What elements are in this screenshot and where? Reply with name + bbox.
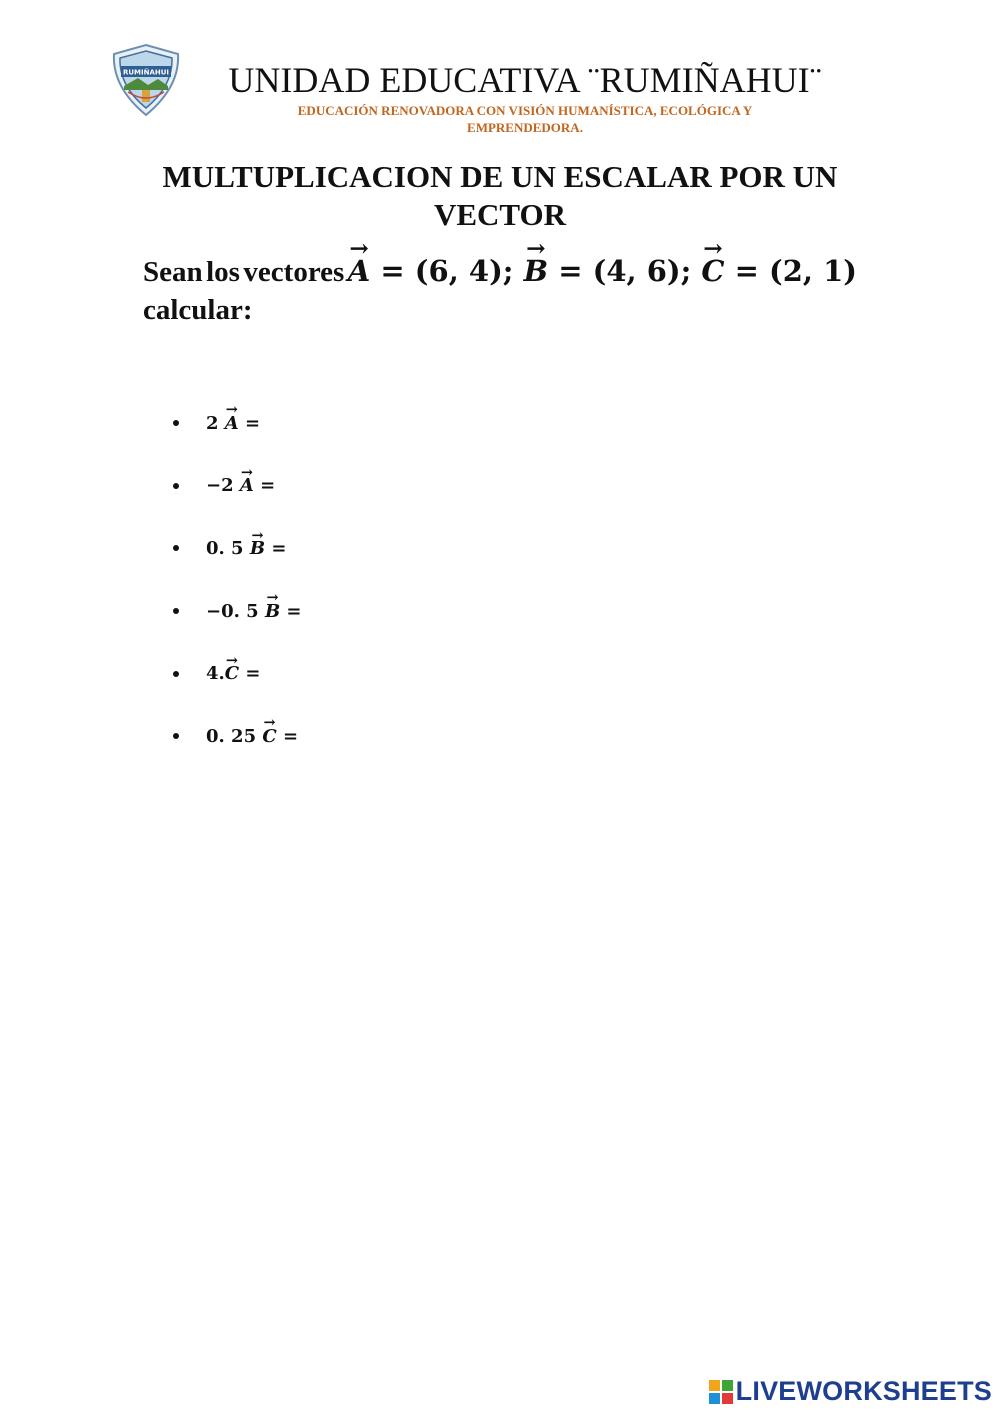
exercise-item	[170, 642, 302, 705]
exercise-list	[170, 392, 302, 768]
intro-line	[143, 252, 857, 291]
exercise-item	[170, 455, 302, 518]
exercise-scalar: −0. 5	[206, 600, 265, 622]
exercise-vector: → A	[225, 413, 239, 434]
vector-c-value: = (2, 1)	[724, 254, 857, 288]
exercise-vector: → B	[265, 601, 280, 622]
vector-definitions	[348, 252, 857, 290]
exercise-equals: =	[253, 475, 276, 497]
exercise-equals: =	[239, 663, 261, 685]
bullet-icon	[173, 545, 179, 551]
exercise-vector: → C	[225, 663, 239, 684]
intro-word-los: los	[206, 256, 240, 288]
intro-word-vectores: vectores	[243, 256, 345, 288]
exercise-item	[170, 580, 302, 643]
exercise-item	[170, 705, 302, 768]
bullet-icon	[173, 671, 179, 677]
intro-word-sean: Sean	[143, 256, 203, 288]
liveworksheets-brand: LIVEWORKSHEETS	[735, 1376, 992, 1406]
vector-a-name: → A	[348, 252, 371, 290]
intro-statement	[143, 252, 857, 329]
bullet-icon	[173, 733, 179, 739]
worksheet-title: MULTUPLICACION DE UN ESCALAR POR UN VECTOR	[162, 159, 838, 232]
exercise-equals: =	[276, 725, 299, 747]
exercise-equals: =	[238, 412, 261, 434]
exercise-equals: =	[265, 537, 287, 559]
exercise-item	[170, 392, 302, 455]
vector-a-value: = (6, 4);	[370, 254, 514, 288]
vector-b-value: = (4, 6);	[548, 254, 692, 288]
exercise-scalar: 0. 25	[206, 725, 263, 747]
vector-c-name: → C	[701, 252, 724, 290]
svg-text:RUMIÑAHUI: RUMIÑAHUI	[122, 68, 170, 77]
liveworksheets-logo-icon	[708, 1379, 734, 1405]
liveworksheets-watermark	[708, 1376, 992, 1407]
school-name: UNIDAD EDUCATIVA ¨RUMIÑAHUI¨	[228, 60, 822, 100]
school-motto: EDUCACIÓN RENOVADORA CON VISIÓN HUMANÍSTICA, ECOLÓGICA Y EMPRENDEDORA.	[297, 103, 753, 135]
bullet-icon	[173, 420, 179, 426]
school-crest-logo	[108, 42, 184, 118]
exercise-vector: → B	[250, 538, 265, 559]
exercise-vector: → A	[240, 475, 254, 496]
exercise-scalar: 4.	[206, 663, 225, 685]
bullet-icon	[173, 483, 179, 489]
exercise-equals: =	[280, 600, 302, 622]
exercise-scalar: 2	[206, 412, 225, 434]
exercise-scalar: −2	[206, 475, 240, 497]
exercise-scalar: 0. 5	[206, 537, 250, 559]
exercise-vector: → C	[262, 726, 276, 747]
vector-b-name: → B	[524, 252, 549, 290]
exercise-item	[170, 517, 302, 580]
bullet-icon	[173, 608, 179, 614]
instruction: calcular:	[143, 294, 253, 326]
